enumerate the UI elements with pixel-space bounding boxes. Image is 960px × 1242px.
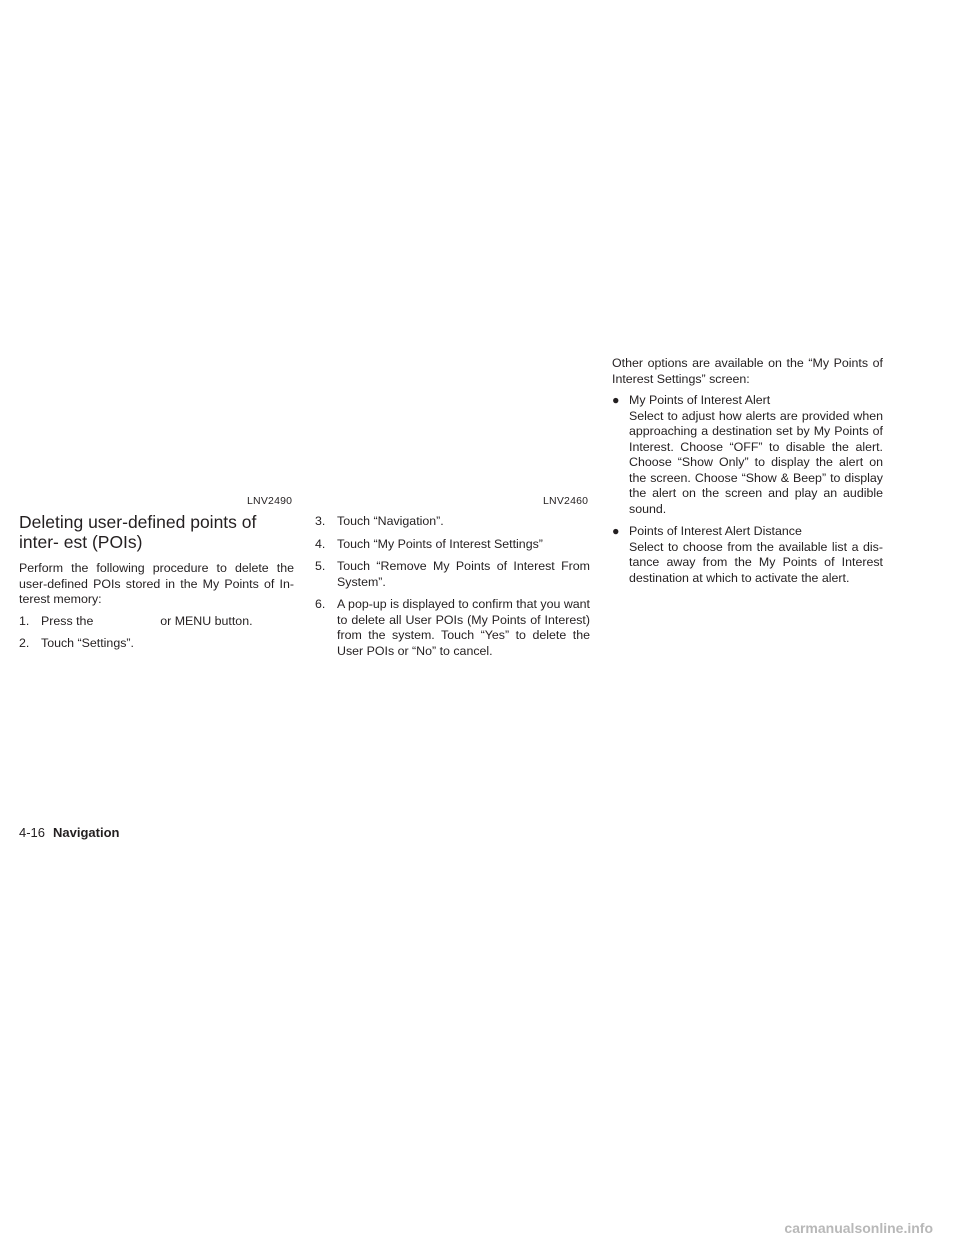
step-4 [315, 537, 590, 553]
page-footer [19, 825, 120, 840]
intro-paragraph: Perform the following procedure to delete the user-defined POIs stored in the My Points of In- terest memory: [19, 561, 294, 606]
step-3 [315, 514, 590, 530]
step-number: 3. [315, 514, 326, 528]
footer-section-title: Navigation [53, 825, 120, 840]
watermark: carmanualsonline.info [784, 1220, 933, 1236]
options-intro: Other options are available on the “My Points of Interest Settings” screen: [612, 356, 883, 386]
step-text: Touch “Remove My Points of Interest From System”. [337, 559, 590, 589]
right-column [612, 356, 883, 593]
bullet-icon: ● [612, 393, 620, 407]
step-1 [19, 614, 294, 630]
option-alert-distance [612, 524, 883, 586]
figure-label-middle: LNV2460 [543, 495, 589, 507]
option-title: Points of Interest Alert Distance [629, 524, 802, 538]
option-alert [612, 393, 883, 517]
step-text: Touch “My Points of Interest Settings” [337, 536, 543, 551]
step-2 [19, 636, 294, 652]
option-description: Select to adjust how alerts are provided when approaching a destination set by My Points of Interest. Choose “OFF” to disable the alert. Choose “Show Only” to display the alert on the screen. Choose “Show & Beep” to display the alert on the screen and play an audible sound. [629, 408, 883, 516]
step-text: A pop-up is displayed to confirm that you want to delete all User POIs (My Points of Interest) from the system. Touch “Yes” to delete the User POIs or “No” to cancel. [337, 597, 590, 658]
middle-column [315, 514, 590, 666]
page-number: 4-16 [19, 825, 46, 840]
left-column [19, 512, 294, 659]
option-description: Select to choose from the available list a dis- tance away from the My Points of Interest destination at which to activate the alert. [629, 539, 883, 585]
step-number: 1. [19, 613, 30, 628]
step-6 [315, 597, 590, 659]
step-text: Touch “Navigation”. [337, 514, 444, 528]
step-number: 4. [315, 536, 326, 551]
step-number: 5. [315, 559, 326, 573]
step-text: Touch “Settings”. [41, 636, 134, 650]
step-number: 2. [19, 636, 30, 650]
step-number: 6. [315, 597, 326, 611]
bullet-icon: ● [612, 524, 620, 538]
figure-label-left: LNV2490 [247, 495, 293, 507]
option-title: My Points of Interest Alert [629, 393, 771, 407]
step-5 [315, 559, 590, 590]
section-heading: Deleting user-defined points of inter- est (POIs) [19, 512, 257, 552]
step-text: or MENU button. [160, 613, 253, 628]
step-text: Press the [41, 613, 94, 628]
